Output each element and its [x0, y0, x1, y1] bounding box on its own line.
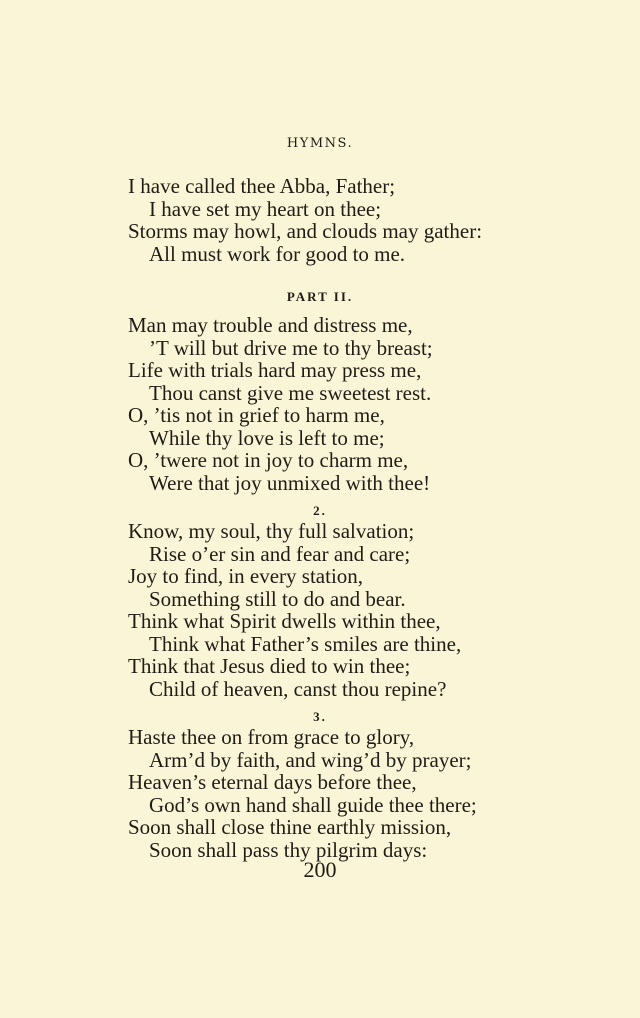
verse-line: All must work for good to me.: [149, 242, 406, 266]
verse-line: Heaven’s eternal days before thee,: [128, 770, 417, 794]
verse-line: Storms may howl, and clouds may gather:: [128, 219, 483, 243]
verse-line: Were that joy unmixed with thee!: [149, 471, 431, 495]
verse-line: O, ’twere not in joy to charm me,: [128, 448, 409, 472]
verse-line: While thy love is left to me;: [149, 426, 385, 450]
verse-line: O, ’tis not in grief to harm me,: [128, 403, 385, 427]
part-heading: PART II.: [286, 289, 354, 304]
running-head: HYMNS.: [286, 136, 354, 151]
verse-line: Think that Jesus died to win thee;: [128, 654, 411, 678]
verse-line: Think what Father’s smiles are thine,: [149, 632, 462, 656]
verse-line: Man may trouble and distress me,: [128, 313, 413, 337]
verse-line: Know, my soul, thy full salvation;: [128, 519, 415, 543]
verse-line: Haste thee on from grace to glory,: [128, 725, 415, 749]
verse-line: Thou canst give me sweetest rest.: [149, 381, 432, 405]
verse-line: Soon shall close thine earthly mission,: [128, 815, 452, 839]
page-number: 200: [303, 857, 337, 882]
verse-line: Joy to find, in every station,: [128, 564, 364, 588]
verse-line: Something still to do and bear.: [149, 587, 406, 611]
verse-line: Child of heaven, canst thou repine?: [149, 677, 447, 701]
verse-line: Arm’d by faith, and wing’d by prayer;: [149, 748, 472, 772]
stanza-number-2: 2.: [313, 503, 327, 518]
verse-line: ’T will but drive me to thy breast;: [149, 336, 433, 360]
verse-line: Rise o’er sin and fear and care;: [149, 542, 411, 566]
verse-line: God’s own hand shall guide thee there;: [149, 793, 477, 817]
stanza-number-3: 3.: [313, 709, 327, 724]
verse-line: Life with trials hard may press me,: [128, 358, 422, 382]
verse-line: I have called thee Abba, Father;: [128, 174, 396, 198]
verse-line: I have set my heart on thee;: [149, 197, 382, 221]
verse-line: Think what Spirit dwells within thee,: [128, 609, 441, 633]
verse-line: Soon shall pass thy pilgrim days:: [149, 838, 428, 862]
